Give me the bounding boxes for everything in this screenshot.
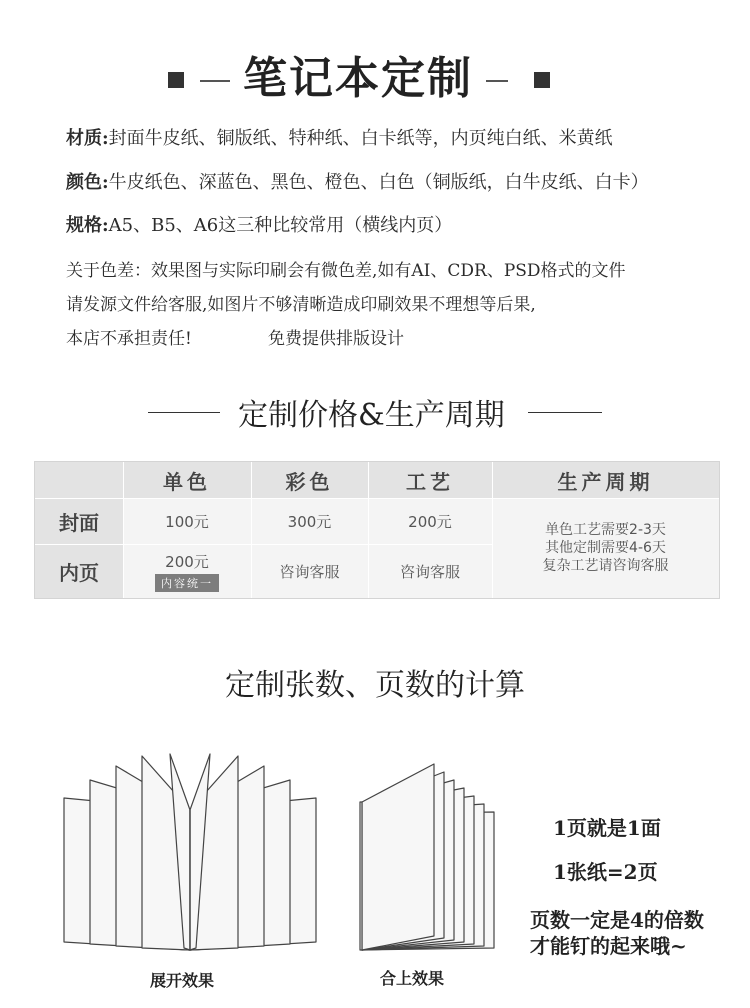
square-bullet-icon [534, 72, 550, 88]
inner-craft-price: 咨询客服 [368, 544, 492, 598]
row-label-inner: 内页 [35, 544, 123, 598]
material-value: 封面牛皮纸、铜版纸、特种纸、白卡纸等，内页纯白纸、米黄纸 [108, 128, 613, 149]
note-line-3b: 免费提供排版设计 [268, 329, 404, 349]
note-binding: 才能钉的起来哦~ [530, 934, 687, 958]
open-caption: 展开效果 [150, 971, 215, 990]
title-dash-left [200, 80, 230, 82]
price-title: 定制价格&生产周期 [238, 398, 505, 433]
table-divider [368, 462, 369, 598]
inner-mono-price: 200元 [165, 552, 209, 571]
table-divider [251, 462, 252, 598]
table-divider [123, 462, 124, 598]
note-line-2: 请发源文件给客服,如图片不够清晰造成印刷效果不理想等后果, [66, 295, 536, 315]
note-line-1: 关于色差：效果图与实际印刷会有微色差,如有AI、CDR、PSD格式的文件 [66, 261, 626, 281]
table-divider [492, 462, 493, 598]
header-color: 彩色 [251, 462, 368, 498]
title-dash-right [486, 80, 508, 82]
price-table [34, 461, 720, 599]
cover-craft-price: 200元 [368, 498, 492, 544]
note-multiple-four: 页数一定是4的倍数 [530, 908, 704, 932]
cycle-line: 复杂工艺请咨询客服 [542, 558, 669, 574]
inner-color-price: 咨询客服 [251, 544, 368, 598]
cover-color-price: 300元 [251, 498, 368, 544]
note-sheet-pages: 1张纸=2页 [553, 860, 658, 884]
open-book-icon [58, 752, 328, 958]
closed-caption: 合上效果 [380, 969, 445, 988]
note-line-3a: 本店不承担责任! [66, 329, 192, 349]
table-divider [35, 498, 719, 499]
price-title-line-left [148, 412, 220, 413]
material-label: 材质: [66, 128, 109, 149]
table-corner [35, 462, 123, 498]
cycle-line: 其他定制需要4-6天 [545, 540, 666, 556]
main-title-block [0, 42, 750, 102]
row-label-cover: 封面 [35, 498, 123, 544]
inner-mono-cell [123, 544, 251, 598]
calc-title: 定制张数、页数的计算 [225, 668, 525, 703]
header-craft: 工艺 [368, 462, 492, 498]
color-line [66, 168, 649, 194]
spec-label: 规格: [66, 215, 109, 236]
header-mono: 单色 [123, 462, 251, 498]
cover-mono-price: 100元 [123, 498, 251, 544]
production-cycle-cell [492, 498, 719, 598]
spec-value: A5、B5、A6这三种比较常用（横线内页） [108, 215, 453, 236]
header-cycle: 生产周期 [492, 462, 719, 498]
cycle-line: 单色工艺需要2-3天 [545, 522, 666, 538]
color-value: 牛皮纸色、深蓝色、黑色、橙色、白色（铜版纸，白牛皮纸、白卡） [108, 172, 649, 193]
material-line [66, 124, 613, 150]
price-title-line-right [528, 412, 602, 413]
main-title: 笔记本定制 [243, 53, 473, 104]
table-divider [35, 544, 492, 545]
color-label: 颜色: [66, 172, 109, 193]
inner-mono-badge: 内容统一 [155, 574, 219, 592]
note-page-face: 1页就是1面 [553, 816, 661, 840]
spec-line [66, 211, 452, 237]
closed-book-icon [356, 760, 500, 956]
square-bullet-icon [168, 72, 184, 88]
